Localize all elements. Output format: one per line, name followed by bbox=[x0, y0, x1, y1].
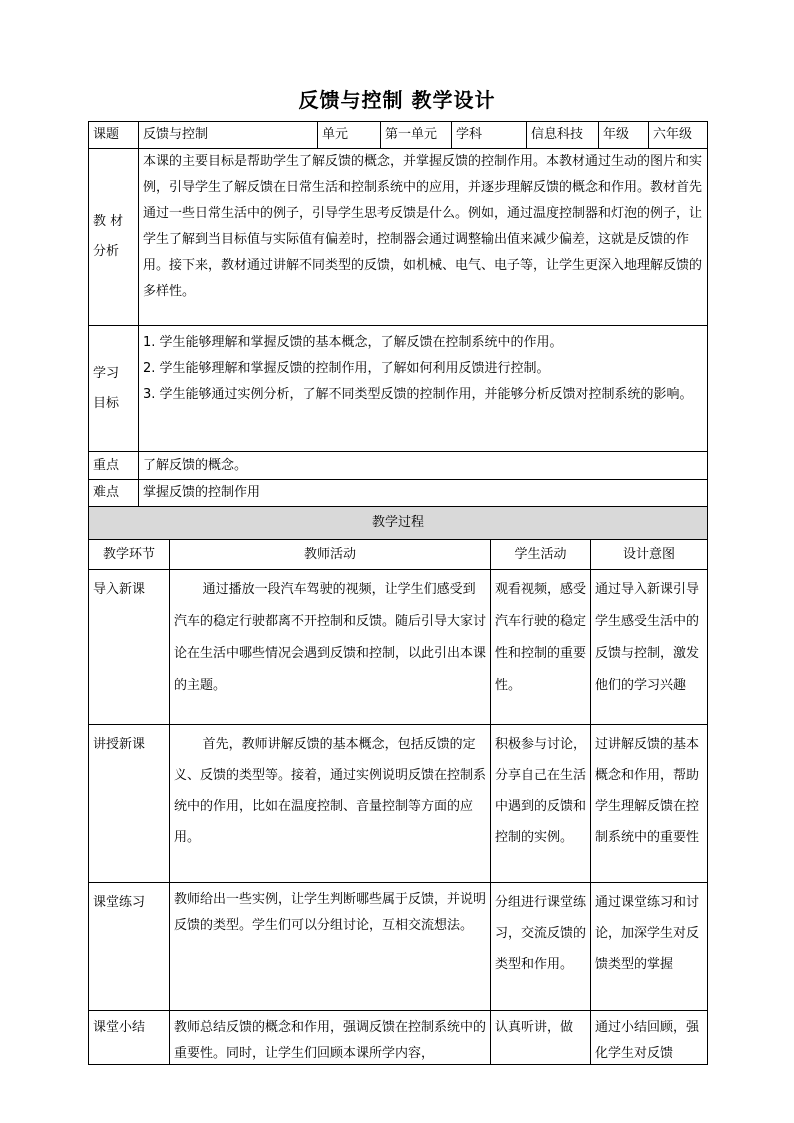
table-row bbox=[89, 725, 708, 883]
table-row bbox=[89, 1011, 708, 1065]
design-intent-cell: 过讲解反馈的基本概念和作用，帮助学生理解反馈在控制系统中的重要性 bbox=[591, 725, 708, 883]
topic-value: 反馈与控制 bbox=[139, 122, 318, 149]
key-point-value: 了解反馈的概念。 bbox=[139, 452, 708, 480]
design-intent-cell: 通过导入新课引导学生感受生活中的反馈与控制，激发他们的学习兴趣 bbox=[591, 570, 708, 725]
topic-label: 课题 bbox=[89, 122, 139, 149]
unit-label: 单元 bbox=[318, 122, 381, 149]
subject-label: 学科 bbox=[452, 122, 527, 149]
difficult-point-label: 难点 bbox=[89, 480, 139, 507]
goal-item: 1. 学生能够理解和掌握反馈的基本概念，了解反馈在控制系统中的作用。 bbox=[143, 335, 563, 350]
teacher-activity-cell: 教师给出一些实例，让学生判断哪些属于反馈，并说明反馈的类型。学生们可以分组讨论，互相交流想法。 bbox=[170, 883, 491, 1011]
goal-item: 2. 学生能够理解和掌握反馈的控制作用，了解如何利用反馈进行控制。 bbox=[143, 361, 550, 376]
col-header-stage: 教学环节 bbox=[89, 540, 170, 570]
student-activity-cell: 积极参与讨论，分享自己在生活中遇到的反馈和控制的实例。 bbox=[491, 725, 591, 883]
grade-label: 年级 bbox=[599, 122, 649, 149]
col-header-student: 学生活动 bbox=[491, 540, 591, 570]
grade-value: 六年级 bbox=[649, 122, 708, 149]
teacher-activity-cell: 通过播放一段汽车驾驶的视频，让学生们感受到汽车的稳定行驶都离不开控制和反馈。随后引导大家讨论在生活中哪些情况会遇到反馈和控制，以此引出本课的主题。 bbox=[170, 570, 491, 725]
process-section-title: 教学过程 bbox=[89, 507, 708, 540]
teaching-process-table bbox=[88, 506, 708, 1065]
stage-cell: 导入新课 bbox=[89, 570, 170, 725]
teacher-activity-cell: 首先，教师讲解反馈的基本概念，包括反馈的定义、反馈的类型等。接着，通过实例说明反馈在控制系统中的作用，比如在温度控制、音量控制等方面的应用。 bbox=[170, 725, 491, 883]
key-point-label: 重点 bbox=[89, 452, 139, 480]
goals-label-line2: 目标 bbox=[93, 395, 120, 411]
unit-value: 第一单元 bbox=[381, 122, 452, 149]
analysis-label-line2: 分析 bbox=[93, 244, 120, 259]
student-activity-cell: 分组进行课堂练习，交流反馈的类型和作用。 bbox=[491, 883, 591, 1011]
goals-list bbox=[139, 326, 708, 452]
student-activity-cell bbox=[491, 1011, 591, 1065]
table-row bbox=[89, 883, 708, 1011]
student-activity-text: 认真听讲，做 bbox=[495, 1020, 574, 1035]
col-header-teacher: 教师活动 bbox=[170, 540, 491, 570]
analysis-text: 本课的主要目标是帮助学生了解反馈的概念，并掌握反馈的控制作用。本教材通过生动的图片和实例，引导学生了解反馈在日常生活和控制系统中的应用，并逐步理解反馈的概念和作用。教材首先通过一些日常生活中的例子，引导学生思考反馈是什么。例如，通过温度控制器和灯泡的例子，让学生了解到当目标值与实际值有偏差时，控制器会通过调整输出值来减少偏差，这就是反馈的作用。接下来，教材通过讲解不同类型的反馈，如机械、电气、电子等，让学生更深入地理解反馈的多样性。 bbox=[139, 149, 708, 326]
teacher-activity-text: 教师总结反馈的概念和作用，强调反馈在控制系统中的重要性。同时，让学生们回顾本课所学内容， bbox=[174, 1020, 486, 1061]
course-info-table bbox=[88, 121, 708, 507]
analysis-label-line1: 教 材 bbox=[93, 214, 124, 229]
design-intent-cell: 通过课堂练习和讨论，加深学生对反馈类型的掌握 bbox=[591, 883, 708, 1011]
design-intent-text: 通过小结回顾，强化学生对反馈 bbox=[595, 1020, 700, 1061]
stage-cell: 课堂练习 bbox=[89, 883, 170, 1011]
teacher-activity-cell bbox=[170, 1011, 491, 1065]
subject-value: 信息科技 bbox=[527, 122, 599, 149]
difficult-point-value: 掌握反馈的控制作用 bbox=[139, 480, 708, 507]
col-header-intent: 设计意图 bbox=[591, 540, 708, 570]
goals-label bbox=[89, 326, 139, 452]
goals-label-line1: 学习 bbox=[93, 365, 120, 381]
stage-text: 课堂小结 bbox=[93, 1020, 146, 1035]
stage-cell: 讲授新课 bbox=[89, 725, 170, 883]
table-row bbox=[89, 570, 708, 725]
document-title: 反馈与控制 教学设计 bbox=[298, 88, 496, 112]
student-activity-cell: 观看视频，感受汽车行驶的稳定性和控制的重要性。 bbox=[491, 570, 591, 725]
goal-item: 3. 学生能够通过实例分析，了解不同类型反馈的控制作用，并能够分析反馈对控制系统的影响。 bbox=[143, 387, 693, 402]
analysis-label bbox=[89, 149, 139, 326]
stage-cell bbox=[89, 1011, 170, 1065]
design-intent-cell bbox=[591, 1011, 708, 1065]
